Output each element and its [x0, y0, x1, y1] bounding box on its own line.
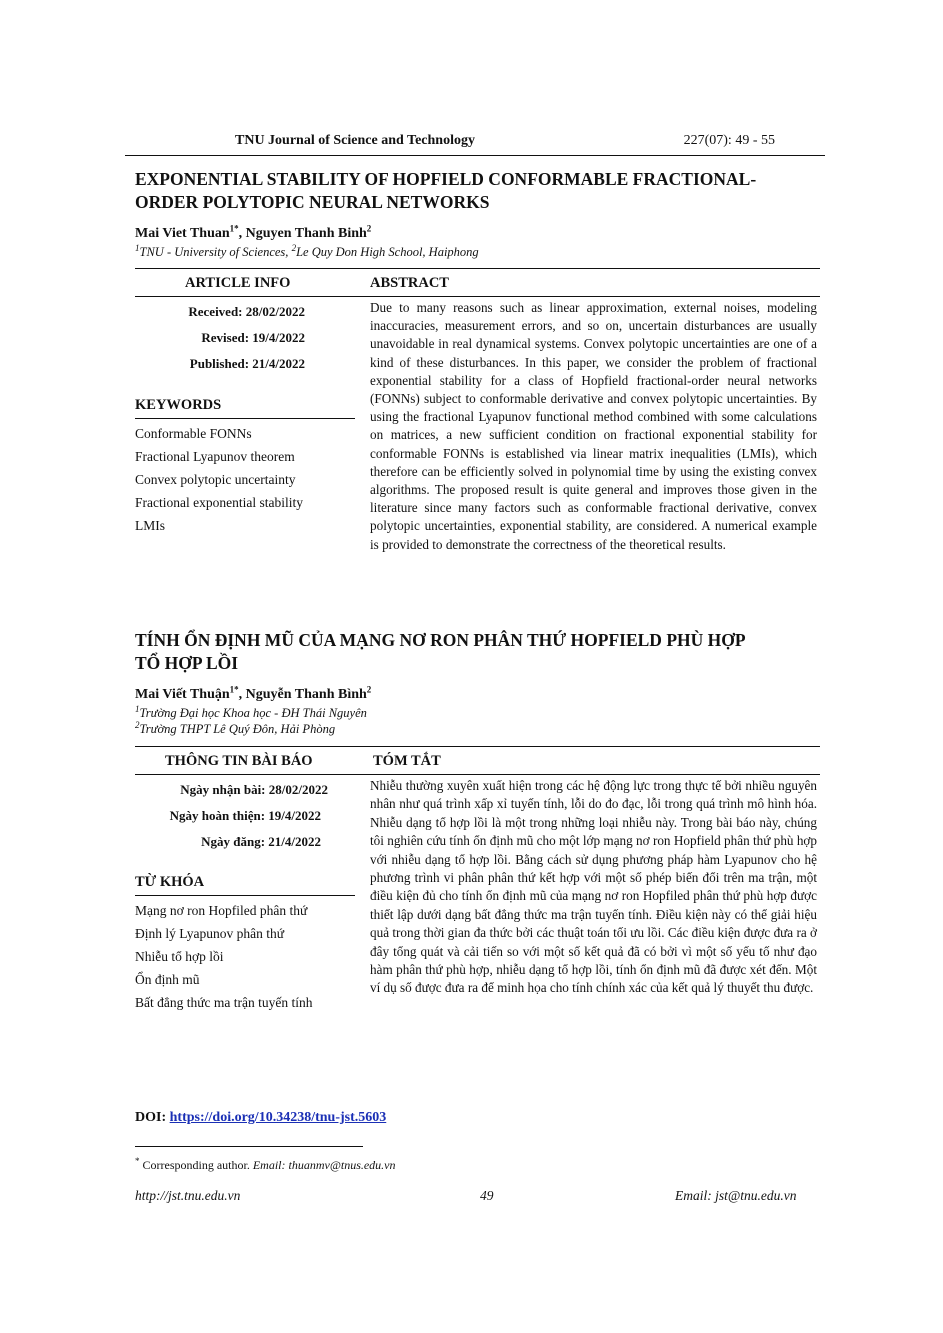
- keyword: Fractional exponential stability: [135, 495, 303, 510]
- english-author-1: Mai Viet Thuan: [135, 226, 230, 241]
- vietnamese-authors: [135, 684, 372, 703]
- footer-website: http://jst.tnu.edu.vn: [135, 1188, 241, 1203]
- english-authors: [135, 223, 372, 242]
- vietnamese-affil-2: Trường THPT Lê Quý Đôn, Hải Phòng: [139, 722, 336, 736]
- vietnamese-author-2-sup: 2: [366, 684, 372, 695]
- english-keyword-list: [135, 422, 355, 537]
- footnote-email: Email: thuanmv@tnus.edu.vn: [252, 1158, 396, 1172]
- affil-sup-1: 1: [135, 703, 140, 714]
- vietnamese-affiliation-2: [135, 719, 336, 737]
- vietnamese-author-1: Mai Viết Thuận: [135, 687, 230, 702]
- footnote-rule: [135, 1146, 363, 1147]
- article-info-heading-vi: THÔNG TIN BÀI BÁO: [165, 753, 313, 769]
- vietnamese-affiliation-1: [135, 703, 367, 721]
- affil-sup-1: 1: [135, 242, 140, 253]
- vietnamese-title-line-2: TỔ HỢP LỒI: [135, 653, 239, 673]
- vietnamese-keyword-list: [135, 899, 355, 1014]
- english-affil-2: Le Quy Don High School, Haiphong: [296, 245, 479, 259]
- keyword: Bất đẳng thức ma trận tuyến tính: [135, 995, 313, 1010]
- vietnamese-title: [135, 629, 825, 675]
- footnote-marker: *: [135, 1156, 140, 1166]
- keyword: Ổn định mũ: [135, 972, 200, 987]
- english-author-2-sup: 2: [366, 223, 372, 234]
- english-title-line-2: ORDER POLYTOPIC NEURAL NETWORKS: [135, 192, 490, 212]
- english-affiliations: [135, 242, 479, 260]
- vietnamese-top-rule: [135, 746, 820, 747]
- page-number: 49: [480, 1188, 494, 1203]
- keyword: Mạng nơ ron Hopfiled phân thứ: [135, 903, 308, 918]
- header-divider: [125, 155, 825, 156]
- vietnamese-title-line-1: TÍNH ỔN ĐỊNH MŨ CỦA MẠNG NƠ RON PHÂN THỨ HOPFIELD PHÙ HỢP: [135, 630, 746, 650]
- english-author-2: Nguyen Thanh Binh: [245, 226, 367, 241]
- keyword: LMIs: [135, 518, 165, 533]
- affil-sup-2: 2: [291, 242, 297, 253]
- footnote: [135, 1158, 396, 1173]
- keywords-rule-vi: [135, 895, 355, 896]
- journal-header: [125, 133, 825, 155]
- article-info-heading: ARTICLE INFO: [185, 275, 291, 291]
- published-date: Published: 21/4/2022: [189, 356, 305, 371]
- received-date-vi: Ngày nhận bài: 28/02/2022: [180, 782, 328, 797]
- doi-label: DOI:: [135, 1110, 170, 1125]
- doi-link[interactable]: https://doi.org/10.34238/tnu-jst.5603: [169, 1110, 387, 1125]
- keyword: Conformable FONNs: [135, 426, 252, 441]
- english-heading-rule: [135, 296, 820, 297]
- abstract-heading-vi: TÓM TẮT: [373, 753, 441, 769]
- vietnamese-author-2: Nguyễn Thanh Bình: [245, 687, 367, 702]
- author-separator: ,: [238, 226, 246, 241]
- journal-name: TNU Journal of Science and Technology: [235, 133, 475, 148]
- keyword: Nhiễu tổ hợp lồi: [135, 949, 224, 964]
- keywords-heading-vi: TỪ KHÓA: [135, 874, 205, 890]
- keyword: Định lý Lyapunov phân thứ: [135, 926, 285, 941]
- vietnamese-affil-1: Trường Đại học Khoa học - ĐH Thái Nguyên: [139, 706, 367, 720]
- revised-date-vi: Ngày hoàn thiện: 19/4/2022: [169, 808, 321, 823]
- keyword: Fractional Lyapunov theorem: [135, 449, 295, 464]
- journal-issue: 227(07): 49 - 55: [683, 133, 775, 148]
- revised-date: Revised: 19/4/2022: [201, 330, 305, 345]
- affil-sup-2: 2: [135, 719, 140, 730]
- english-affil-1: TNU - University of Sciences,: [139, 245, 292, 259]
- keyword: Convex polytopic uncertainty: [135, 472, 296, 487]
- author-separator: ,: [238, 687, 246, 702]
- english-author-1-sup: 1*: [229, 223, 239, 234]
- english-top-rule: [135, 268, 820, 269]
- vietnamese-abstract: Nhiễu thường xuyên xuất hiện trong các hệ động lực trong thực tế bởi nhiều nguyên nhân như quá trình xấp xỉ tuyến tính, lỗi do đo đạc, lỗi trong quá trình mô hình hóa. Nhiễu dạng tổ hợp lồi là một trong những loại nhiễu này. Trong bài báo này, chúng tôi nghiên cứu tính ổn định mũ cho một lớp mạng nơ ron Hopfield phân thứ phù hợp với nhiễu dạng tổ hợp lồi. Bằng cách sử dụng phương pháp hàm Lyapunov cho hệ phương trình vi phân phân thứ kết hợp với một số phép biến đổi trên ma trận, một điều kiện đủ cho tính ổn định mũ của mạng nơ ron Hopfiled phân thứ phù hợp được thiết lập dưới dạng bất đẳng thức ma trận tuyến tính. Điều kiện này có thể giải hiệu quả trong thời gian đa thức bởi các thuật toán tối ưu lồi. Các điều kiện được đưa ra ở đây tổng quát và cải tiến so với một số kết quả đã có bởi vì một số yếu tố như đạo hàm phân thứ phù hợp, nhiễu dạng tổ hợp lồi, tính ổn định mũ đã được xét đến. Một ví dụ số được đưa ra để minh họa cho tính chính xác của kết quả lý thuyết thu được.: [370, 778, 817, 996]
- published-date-vi: Ngày đăng: 21/4/2022: [201, 834, 321, 849]
- received-date: Received: 28/02/2022: [188, 304, 305, 319]
- keywords-rule: [135, 418, 355, 419]
- doi-line: [135, 1110, 386, 1126]
- footnote-text: Corresponding author.: [139, 1158, 253, 1172]
- english-title: [135, 168, 825, 214]
- keywords-heading: KEYWORDS: [135, 397, 222, 413]
- vietnamese-author-1-sup: 1*: [229, 684, 239, 695]
- vietnamese-heading-rule: [135, 774, 820, 775]
- english-title-line-1: EXPONENTIAL STABILITY OF HOPFIELD CONFORMABLE FRACTIONAL-: [135, 169, 757, 189]
- abstract-heading: ABSTRACT: [370, 275, 449, 291]
- english-abstract: Due to many reasons such as linear approximation, external noises, modeling inaccuracies, measurement errors, and so on, uncertain disturbances are usually unavoidable in real dynamical systems. Convex polytopic uncertainties are one of a kind of these disturbances. In this paper, we consider the problem of fractional exponential stability for a class of Hopfield fractional-order neural networks (FONNs) subject to conformable derivative and convex polytopic uncertainties. By using the fractional Lyapunov functional method combined with some calculations on matrices, a new sufficient condition on fractional exponential stability for conformable FONNs is established via linear matrix inequalities (LMIs), which therefore can be efficiently solved in polynomial time by using the existing convex algorithms. The proposed result is quite general and improves those given in the literature since many factors such as conformable fractional derivative, convex polytopic uncertainties, exponential stability, are considered. A numerical example is provided to demonstrate the correctness of the theoretical results.: [370, 300, 817, 552]
- footer-email: Email: jst@tnu.edu.vn: [675, 1188, 797, 1203]
